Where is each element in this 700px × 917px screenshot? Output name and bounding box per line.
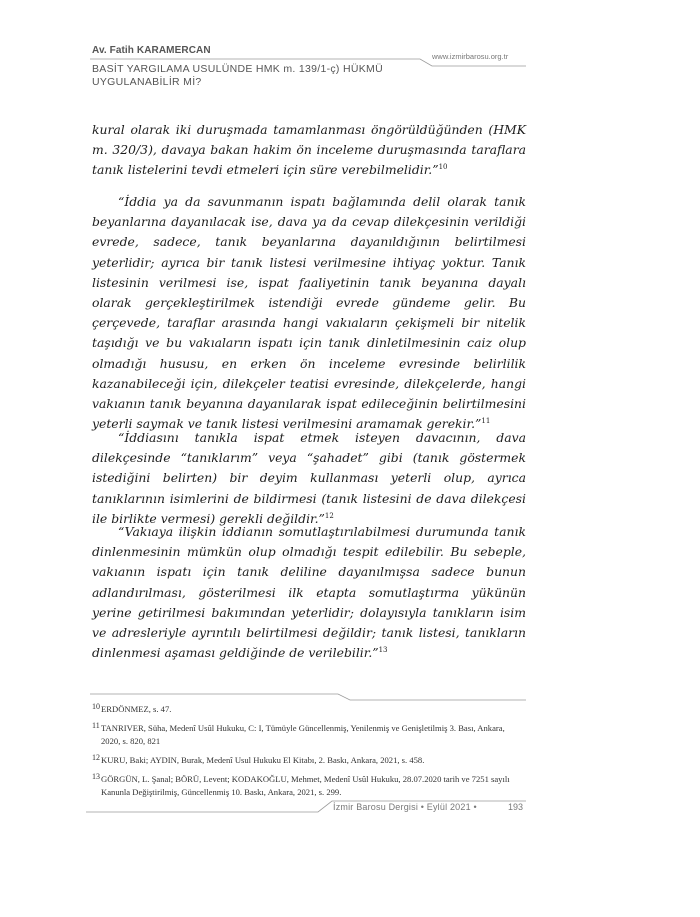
paragraph-text: “İddia ya da savunmanın ispatı bağlamında delil olarak tanık beyanlarına dayanılacak ise, dava ya da cevap dilekçesinin verildiği evrede, sadece, tanık beyanlarına dayanıldığının belirtilmesi yeterlidir; ayrıca bir tanık listesi verilmesine ihtiyaç yoktur. Tanık listesinin verilmesi ise, ispat faaliyetinin tanık beyanına dayalı olarak gerçekleştirilmek istendiği evrede gündeme gelir. Bu çerçevede, taraflar arasında hangi vakıaların çekişmeli bir nitelik taşıdığı ve bu vakıaların ispatı için tanık dinletilmesinin caiz olup olmadığı hususu, en erken ön inceleme evresinde belirlilik kazanabileceği için, dilekçeler teatisi evresinde, dilekçelerde, hangi vakıanın tanık beyanına dayanılarak ispat edileceğinin belirtilmesini yeterli saymak ve tanık listesi verilmesini aramamak gerekir.” <box>92 194 526 432</box>
footnote-ref[interactable]: 10 <box>438 163 448 172</box>
page-number: 193 <box>508 802 524 812</box>
paragraph-text: kural olarak iki duruşmada tamamlanması öngörüldüğünden (HMK m. 320/3), davaya bakan hakim ön inceleme duruşmasında taraflara tanık listelerini tevdi etmeleri için süre verebilmelidir.” <box>92 122 526 178</box>
footnote-number: 11 <box>92 721 100 730</box>
footnote-text: TANRIVER, Süha, Medenî Usûl Hukuku, C: I, Tümüyle Güncellenmiş, Yenilenmiş ve Genişletilmiş 3. Bası, Ankara, 2020, s. 820, 821 <box>101 723 505 746</box>
footnote-10 <box>92 703 526 716</box>
paragraph-text: “İddiasını tanıkla ispat etmek isteyen davacının, dava dilekçesinde “tanıklarım” veya “şahadet” gibi (tanık göstermek istediğini belirten) bir deyim kullanması yeterli olup, ayrıca tanıklarının isimlerini de bildirmesi (tanık listesini de dava dilekçesi ile birlikte vermesi) gerekli değildir.” <box>92 430 526 526</box>
footnote-number: 13 <box>92 772 100 781</box>
body-paragraph-continued <box>92 120 526 181</box>
footnote-number: 12 <box>92 753 100 762</box>
footnote-text: ERDÖNMEZ, s. 47. <box>101 704 172 714</box>
header-title-line-1: BASİT YARGILAMA USULÜNDE HMK m. 139/1-ç) HÜKMÜ <box>92 63 383 75</box>
header-title-line-2: UYGULANABİLİR Mİ? <box>92 76 202 88</box>
footnote-13 <box>92 773 526 799</box>
header-author: Av. Fatih KARAMERCAN <box>92 45 211 56</box>
footnote-11 <box>92 722 526 748</box>
header-website: www.izmirbarosu.org.tr <box>432 52 509 61</box>
block-quote-1 <box>92 192 526 434</box>
footer-journal: İzmir Barosu Dergisi • Eylül 2021 • <box>333 802 477 812</box>
footnote-ref[interactable]: 11 <box>481 417 491 426</box>
header-rule <box>90 59 526 66</box>
footnote-number: 10 <box>92 702 100 711</box>
block-quote-2 <box>92 428 526 529</box>
footnote-ref[interactable]: 13 <box>378 646 388 655</box>
footnote-text: GÖRGÜN, L. Şanal; BÖRÜ, Levent; KODAKOĞLU, Mehmet, Medenî Usûl Hukuku, 28.07.2020 tarih ve 7251 sayılı Kanunla Değiştirilmiş, Güncellenmiş 10. Baskı, Ankara, 2021, s. 299. <box>101 774 510 797</box>
paragraph-text: “Vakıaya ilişkin iddianın somutlaştırılabilmesi durumunda tanık dinlenmesinin mümkün olup olmadığı tespit edilebilir. Bu sebeple, vakıanın ispatı için tanık deliline dayanılmışsa sadece bunun adlandırılması, gösterilmesi ilk etapta somutlaştırma yükünün yerine getirilmesi bakımından yeterlidir; dolayısıyla tanıkların isim ve adresleriyle ayrıntılı belirtilmesi değildir; tanık listesi, tanıkların dinlenmesi aşaması geldiğinde de verilebilir.” <box>92 524 526 661</box>
block-quote-3 <box>92 522 526 663</box>
footnotes-section <box>92 703 526 805</box>
footnote-separator-rule <box>90 694 526 700</box>
footnote-text: KURU, Baki; AYDIN, Burak, Medenî Usul Hukuku El Kitabı, 2. Baskı, Ankara, 2021, s. 458. <box>101 755 425 765</box>
footnote-ref[interactable]: 12 <box>324 511 334 520</box>
footnote-12 <box>92 754 526 767</box>
